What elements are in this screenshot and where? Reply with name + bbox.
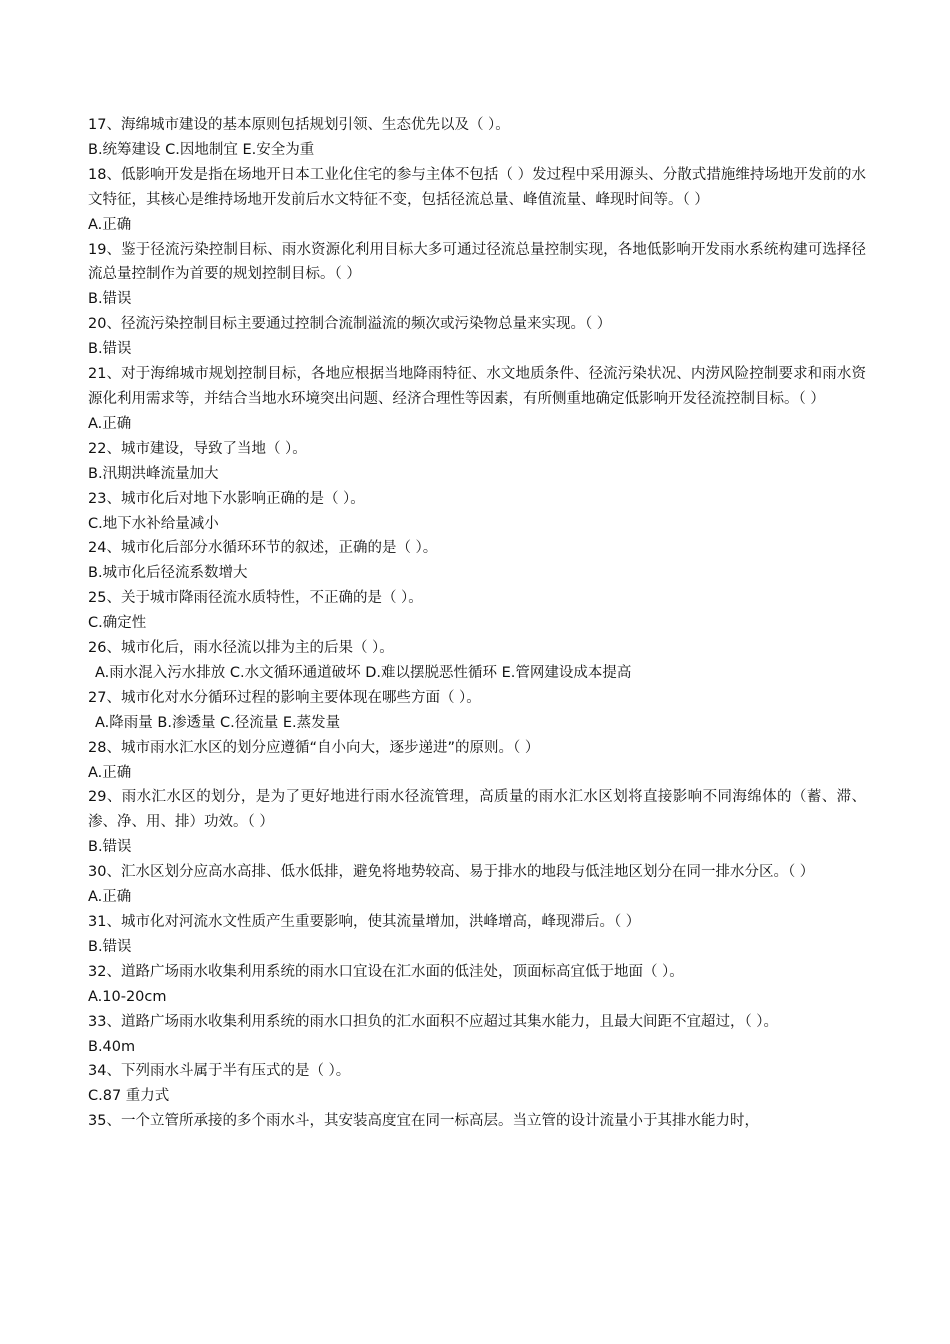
question-text: 34、下列雨水斗属于半有压式的是（ ）。 [88,1063,351,1080]
question-text: 29、雨水汇水区的划分，是为了更好地进行雨水径流管理，高质量的雨水汇水区划将直接影响不同海绵体的（蓄、滞、渗、净、用、排）功效。（ ） [88,789,866,831]
question-text: 33、道路广场雨水收集利用系统的雨水口担负的汇水面积不应超过其集水能力，且最大间距不宜超过，（ ）。 [88,1013,779,1030]
answer-text: A.10-20cm [88,988,167,1005]
answer-text: B.错误 [88,291,132,308]
question-text: 22、城市建设，导致了当地（ ）。 [88,440,307,457]
answer-text: A.正确 [88,216,132,233]
answer-text: B.统筹建设 C.因地制宜 E.安全为重 [88,141,315,158]
answer-text: A.降雨量 B.渗透量 C.径流量 E.蒸发量 [95,714,341,731]
answer-text: A.正确 [88,415,132,432]
answer-text: B.城市化后径流系数增大 [88,565,248,582]
question-text: 23、城市化后对地下水影响正确的是（ ）。 [88,490,365,507]
answer-text: C.地下水补给量减小 [88,515,219,532]
answer-text: A.雨水混入污水排放 C.水文循环通道破坏 D.难以摆脱恶性循环 E.管网建设成本提高 [95,664,632,681]
answer-text: B.错误 [88,938,132,955]
answer-text: B.错误 [88,839,132,856]
question-text: 21、对于海绵城市规划控制目标，各地应根据当地降雨特征、水文地质条件、径流污染状况、内涝风险控制要求和雨水资源化利用需求等，并结合当地水环境突出问题、经济合理性等因素，有所侧重地确定低影响开发径流控制目标。（ ） [88,366,866,407]
question-text: 25、关于城市降雨径流水质特性，不正确的是（ ）。 [88,590,423,607]
answer-text: A.正确 [88,764,132,781]
question-text: 18、低影响开发是指在场地开日本工业化住宅的参与主体不包括（ ）发过程中采用源头、分散式措施维持场地开发前的水文特征，其核心是维持场地开发前后水文特征不变，包括径流总量、峰值流量、峰现时间等。（ ） [88,166,866,208]
question-text: 31、城市化对河流水文性质产生重要影响，使其流量增加，洪峰增高，峰现滞后。（ ） [88,914,641,930]
question-text: 20、径流污染控制目标主要通过控制合流制溢流的频次或污染物总量来实现。（ ） [88,316,612,333]
question-text: 30、汇水区划分应高水高排、低水低排，避免将地势较高、易于排水的地段与低洼地区划分在同一排水分区。（ ） [88,864,815,881]
question-text: 26、城市化后，雨水径流以排为主的后果（ ）。 [88,640,394,657]
answer-text: A.正确 [88,889,132,906]
question-text: 35、一个立管所承接的多个雨水斗，其安装高度宜在同一标高层。当立管的设计流量小于其排水能力时， [88,1113,759,1130]
answer-text: B.汛期洪峰流量加大 [88,465,219,482]
answer-text: C.确定性 [88,615,147,632]
question-text: 19、鉴于径流污染控制目标、雨水资源化利用目标大多可通过径流总量控制实现，各地低影响开发雨水系统构建可选择径流总量控制作为首要的规划控制目标。（ ） [88,241,866,283]
question-text: 28、城市雨水汇水区的划分应遵循“自小向大，逐步递进”的原则。（ ） [88,739,540,756]
document-page [88,113,866,1134]
question-text: 17、海绵城市建设的基本原则包括规划引领、生态优先以及（ ）。 [88,117,510,133]
answer-text: C.87 重力式 [88,1088,170,1105]
answer-text: B.40m [88,1038,136,1055]
question-text: 27、城市化对水分循环过程的影响主要体现在哪些方面（ ）。 [88,689,481,706]
answer-text: B.错误 [88,341,132,358]
question-text: 32、道路广场雨水收集利用系统的雨水口宜设在汇水面的低洼处，顶面标高宜低于地面（ ）。 [88,963,684,980]
question-text: 24、城市化后部分水循环环节的叙述，正确的是（ ）。 [88,540,438,557]
